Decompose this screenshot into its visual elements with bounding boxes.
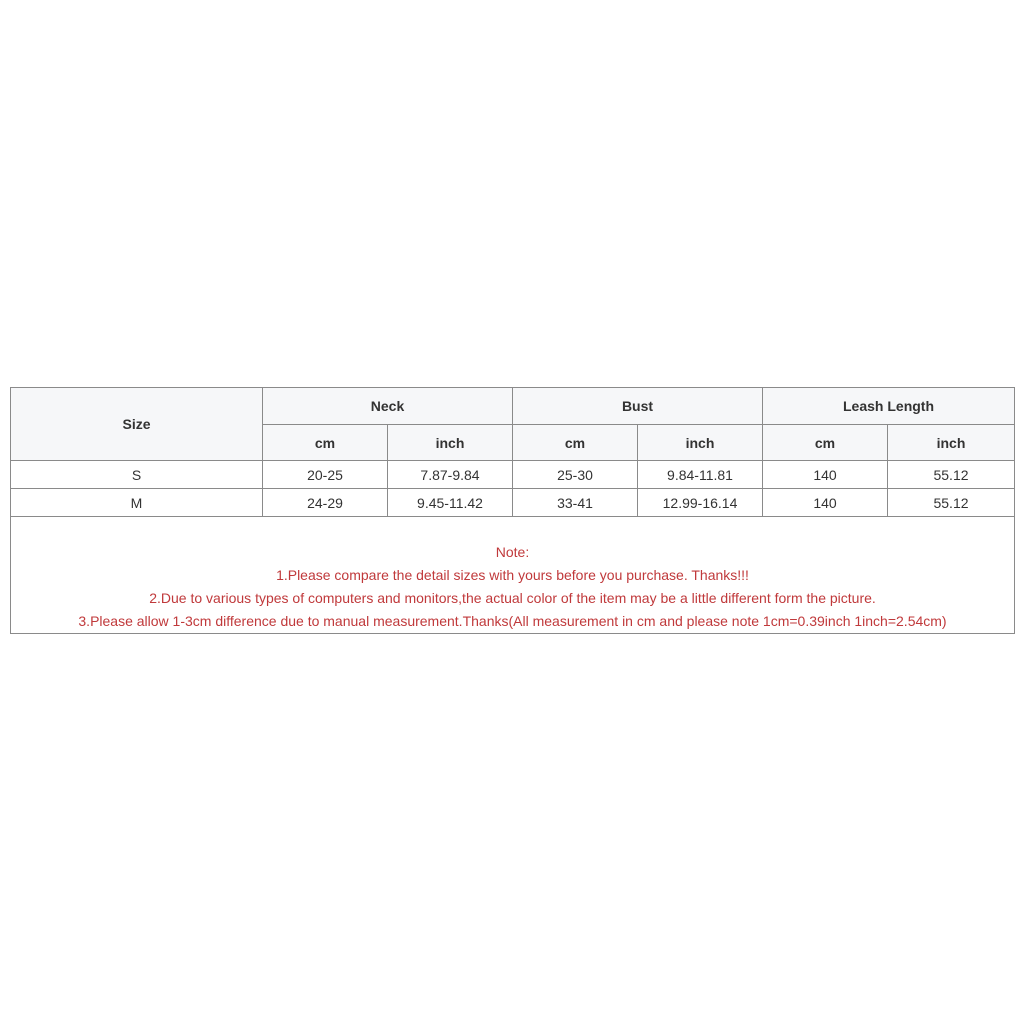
table-cell: 25-30 — [513, 461, 638, 489]
table-cell: 9.84-11.81 — [638, 461, 763, 489]
size-cell: S — [11, 461, 263, 489]
size-chart-table — [10, 387, 1015, 634]
table-row — [11, 461, 1015, 489]
unit-header: cm — [263, 425, 388, 461]
note-line: 1.Please compare the detail sizes with yours before you purchase. Thanks!!! — [276, 567, 749, 583]
unit-header: inch — [888, 425, 1015, 461]
bust-group-header: Bust — [513, 388, 763, 425]
unit-header: cm — [513, 425, 638, 461]
header-row-groups — [11, 388, 1015, 425]
note-line: 2.Due to various types of computers and monitors,the actual color of the item may be a little different form the picture. — [149, 590, 876, 606]
table-cell: 9.45-11.42 — [388, 489, 513, 517]
size-column-header: Size — [11, 388, 263, 461]
notes-row — [11, 517, 1015, 634]
table-cell: 55.12 — [888, 489, 1015, 517]
note-line: 3.Please allow 1-3cm difference due to manual measurement.Thanks(All measurement in cm and please note 1cm=0.39inch 1inch=2.54cm) — [78, 613, 947, 629]
table-cell: 12.99-16.14 — [638, 489, 763, 517]
table-cell: 24-29 — [263, 489, 388, 517]
table-cell: 20-25 — [263, 461, 388, 489]
unit-header: inch — [388, 425, 513, 461]
notes-cell — [11, 517, 1015, 634]
table-cell: 140 — [763, 461, 888, 489]
note-title: Note: — [495, 544, 530, 560]
unit-header: inch — [638, 425, 763, 461]
table-cell: 140 — [763, 489, 888, 517]
table-cell: 55.12 — [888, 461, 1015, 489]
unit-header: cm — [763, 425, 888, 461]
neck-group-header: Neck — [263, 388, 513, 425]
leash-length-group-header: Leash Length — [763, 388, 1015, 425]
table-row — [11, 489, 1015, 517]
table-cell: 33-41 — [513, 489, 638, 517]
table-cell: 7.87-9.84 — [388, 461, 513, 489]
size-cell: M — [11, 489, 263, 517]
